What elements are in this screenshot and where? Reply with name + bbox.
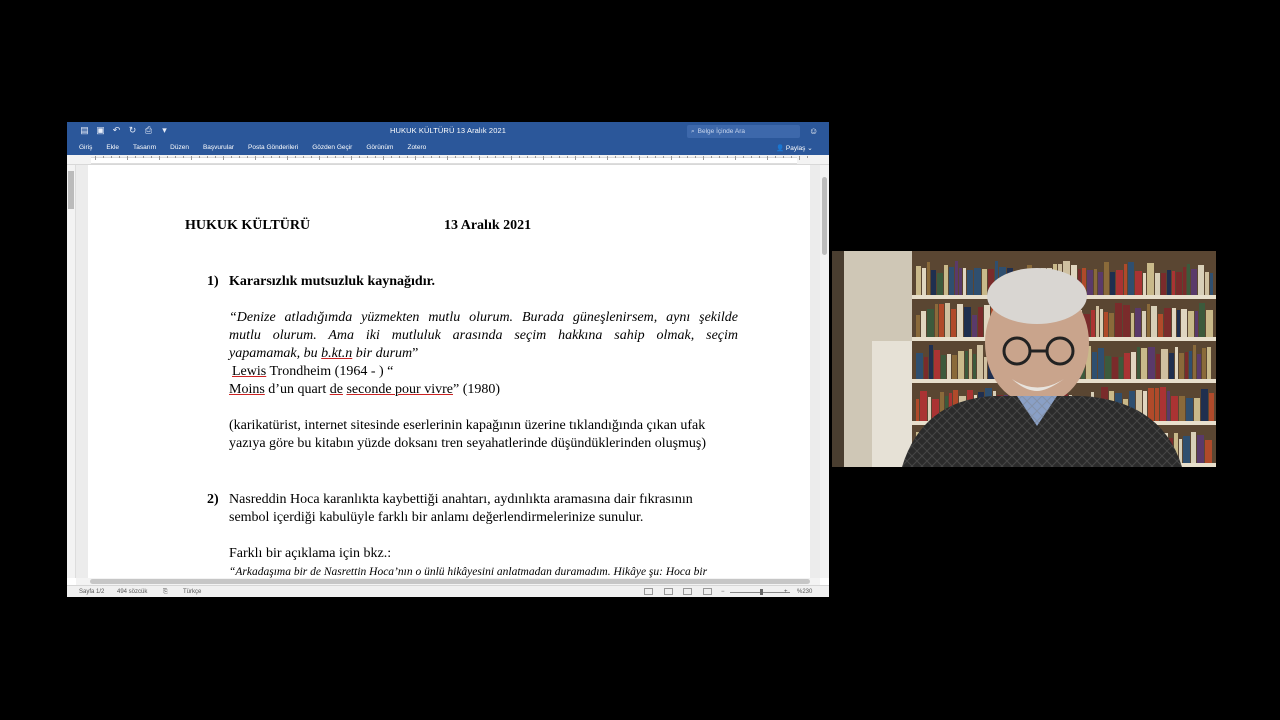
book [1202,348,1206,379]
ruler-tick [471,156,472,158]
ruler-tick [503,156,504,158]
book [1096,306,1099,337]
book [972,315,977,337]
ruler-tick [119,156,120,158]
print-icon[interactable]: ⎙ [144,125,153,135]
book [947,354,951,379]
ruler-tick [255,156,256,160]
book [927,309,934,337]
quote-line-3c: bir durum [352,346,413,361]
book [1167,270,1171,295]
draft-view-icon[interactable] [703,588,712,595]
book [1189,351,1192,379]
ruler-tick [695,156,696,158]
book [1148,388,1154,421]
book [941,355,946,379]
ruler-tick [223,156,224,160]
ruler-tick [383,156,384,160]
ruler-tick [703,156,704,160]
tab-posta-gonderileri[interactable]: Posta Gönderileri [248,144,299,151]
smile-icon[interactable]: ☺ [809,126,819,136]
book [965,351,968,379]
ruler-tick [551,156,552,158]
ruler-tick [111,156,112,158]
book [951,309,956,337]
book [1195,311,1198,337]
ruler-tick [575,156,576,160]
book [1171,396,1178,421]
book-a: Moins [229,382,265,397]
book [935,304,938,337]
ruler-tick [103,156,104,158]
book [1201,389,1208,421]
ruler-tick [159,156,160,160]
book [1151,306,1157,337]
book [1092,352,1097,379]
book [931,270,936,295]
ruler-tick [127,156,128,160]
book [1188,311,1194,337]
book [1193,345,1196,379]
book [1147,263,1154,295]
book [964,307,971,337]
book [982,269,987,295]
language[interactable]: Türkçe [183,589,202,595]
book [1137,347,1140,379]
book [949,267,954,295]
document-canvas [76,165,820,578]
ruler-tick [511,156,512,160]
author-rest: Trondheim (1964 - ) “ [266,364,394,379]
book [1100,309,1103,337]
book [963,268,966,295]
ruler-tick [487,156,488,158]
ruler-tick [543,156,544,160]
tab-giris[interactable]: Giriş [79,144,93,151]
book [1160,387,1166,421]
book [1191,269,1197,295]
ruler-tick [247,156,248,158]
quote-cutoff-line: “Arkadaşıma bir de Nasrettin Hoca’nın o ünlü hikâyesini anlatmadan duramadım. Hikâye şu: Hoca bir [229,566,708,578]
book [1110,272,1115,295]
book [1105,356,1111,379]
book [1124,264,1127,295]
book [984,357,987,379]
ruler-tick [239,156,240,158]
book [916,315,920,337]
book [1112,357,1118,379]
book [1187,264,1190,295]
book [1197,354,1201,379]
book [967,270,973,295]
vertical-scroll-thumb[interactable] [822,177,827,255]
ruler-tick [191,156,192,160]
page-count[interactable]: Sayfa 1/2 [79,589,105,595]
book [1210,273,1213,295]
ruler-tick [759,156,760,158]
ruler-tick [199,156,200,158]
ruler-margin [68,171,74,209]
web-layout-icon[interactable] [664,588,673,595]
search-placeholder: Belge İçinde Ara [697,128,745,135]
horizontal-ruler[interactable] [67,155,829,165]
book [1142,311,1146,337]
book [924,357,928,379]
book [916,399,919,421]
save-icon[interactable]: ▣ [96,125,105,135]
ruler-tick [423,156,424,158]
ruler-tick [95,156,96,160]
book [1087,270,1093,295]
ruler-tick [583,156,584,158]
ruler-tick [623,156,624,158]
book [978,307,983,337]
ruler-tick [735,156,736,160]
ruler-tick [311,156,312,158]
ruler-tick [327,156,328,158]
sidebar-icon[interactable]: ▤ [80,125,89,135]
outline-view-icon[interactable] [683,588,692,595]
quote-line-1: “Denize atladığımda yüzmekten mutlu olurum. Burada güneşlenirsem, aynı şekilde [229,310,738,325]
ruler-tick [479,156,480,160]
ruler-tick [631,156,632,158]
status-bar [67,585,829,597]
person-hair [987,268,1087,324]
ruler-tick [719,156,720,158]
ruler-tick [799,156,800,160]
ruler-tick [271,156,272,158]
book [1155,388,1159,421]
share-button[interactable]: 👤 Paylaş ⌄ [776,145,813,152]
book [1172,308,1176,337]
book [945,303,950,337]
ruler-tick [295,156,296,158]
tab-basvurular[interactable]: Başvurular [202,144,235,151]
book [1148,347,1155,379]
item2-line-2: sembol içerdiği kabulüyle farklı bir anlamı değerlendirmelerinize sunulur. [229,510,644,525]
book [1161,273,1166,295]
ruler-tick [335,156,336,158]
book [1206,310,1213,337]
quote-close: ” [412,346,419,361]
book [1169,353,1174,379]
proofing-icon[interactable]: ⎘ [163,589,168,595]
ruler-tick [391,156,392,158]
book [1205,440,1212,463]
search-input[interactable] [687,125,800,138]
tab-ekle[interactable]: Ekle [106,144,120,151]
book [1123,305,1130,337]
book [939,304,944,337]
ruler-tick [607,156,608,160]
ruler-tick [431,156,432,158]
ruler-tick [287,156,288,160]
ruler-tick [687,156,688,158]
zoom-out-icon[interactable]: − [721,589,725,595]
tab-gozden-gecir[interactable]: Gözden Geçir [312,144,353,151]
zoom-in-icon[interactable]: + [784,589,788,595]
redo-icon[interactable]: ↻ [128,125,137,135]
ruler-tick [639,156,640,160]
book [1175,347,1178,379]
book [1104,312,1108,337]
book [920,391,927,421]
book-b: d’un quart [264,382,330,397]
ruler-tick [567,156,568,158]
ruler-tick [183,156,184,158]
ruler-tick [175,156,176,158]
tab-gorunum[interactable]: Görünüm [366,144,394,151]
ruler-tick [751,156,752,158]
zoom-slider-knob[interactable] [760,589,763,595]
book [1197,435,1204,463]
ruler-tick [767,156,768,160]
book [1185,352,1188,379]
person-icon: 👤 [776,145,785,152]
ruler-tick [463,156,464,158]
window-frame [832,251,844,467]
ruler-tick [519,156,520,158]
video-frame [832,251,1216,467]
book [1161,349,1168,379]
ribbon-tabs [67,141,829,155]
book [937,273,943,295]
book [1191,432,1196,463]
ruler-tick [263,156,264,158]
ruler-tick [535,156,536,158]
book [955,261,958,295]
ruler-tick [215,156,216,158]
book [929,345,933,379]
ruler-tick [439,156,440,158]
book [1179,353,1184,379]
book [1119,357,1123,379]
ruler-tick [375,156,376,158]
book [1091,310,1095,337]
book [1167,391,1170,421]
ruler-tick [231,156,232,158]
book [1177,310,1180,337]
book [957,304,963,337]
ruler-tick [279,156,280,158]
tab-tasarim[interactable]: Tasarım [133,144,157,151]
book [1199,303,1205,337]
header-left: HUKUK KÜLTÜRÜ [185,218,311,233]
book [1098,348,1104,379]
ruler-tick [135,156,136,158]
book [1194,398,1200,421]
book [1164,308,1171,337]
book [927,262,930,295]
book [1131,313,1134,337]
vertical-scrollbar[interactable] [820,165,829,578]
ruler-tick [791,156,792,158]
book [1135,308,1141,337]
ruler-tick [495,156,496,158]
ruler-tick [351,156,352,160]
ruler-tick [559,156,560,158]
book [1207,347,1211,379]
book [934,350,940,379]
book [1104,262,1109,295]
book [1128,262,1134,295]
book-e: seconde pour vivre [346,382,453,397]
ruler-tick [775,156,776,158]
author-first: Lewis [232,364,267,379]
ruler-tick [343,156,344,158]
book [916,266,921,295]
vertical-ruler[interactable] [67,165,76,578]
ruler-track [91,157,797,164]
book [1158,314,1163,337]
tab-zotero[interactable]: Zotero [407,144,427,151]
note-line-1: (karikatürist, internet sitesinde eserlerinin kapağının üzerine tıklandığında çıkan ufak [229,418,706,433]
ruler-tick [207,156,208,158]
horizontal-scroll-thumb[interactable] [90,579,810,584]
ruler-tick [743,156,744,158]
ruler-tick [655,156,656,158]
see-also: Farklı bir açıklama için bkz.: [229,546,392,561]
book [922,268,926,295]
book [1098,272,1103,295]
word-window [67,122,829,597]
ruler-tick [671,156,672,160]
ruler-tick [359,156,360,158]
book [1172,271,1175,295]
item1-heading: Kararsızlık mutsuzluk kaynağıdır. [229,274,436,289]
ruler-tick [167,156,168,158]
book [1181,309,1187,337]
door [872,341,912,467]
title-bar [67,122,829,141]
ruler-tick [319,156,320,160]
tab-duzen[interactable]: Düzen [170,144,189,151]
ruler-tick [447,156,448,160]
book [1176,272,1182,295]
participant-video [832,251,1216,467]
book [1179,439,1182,463]
book [1156,354,1160,379]
book [921,311,926,337]
book-f: ” (1980) [452,382,501,397]
book [944,265,948,295]
print-layout-icon[interactable] [644,588,653,595]
ruler-tick [527,156,528,158]
ruler-tick [647,156,648,158]
book [1183,267,1186,295]
book [1186,398,1193,421]
document-title: HUKUK KÜLTÜRÜ 13 Aralık 2021 [389,126,507,135]
zoom-level[interactable]: %230 [797,589,813,595]
book [1124,353,1130,379]
item2-number: 2) [207,492,219,507]
quote-line-3a: yapamamak, bu [229,346,322,361]
ruler-tick [727,156,728,158]
header-date: 13 Aralık 2021 [444,218,532,233]
book [1147,304,1150,337]
book [1155,273,1160,295]
customize-icon[interactable]: ▾ [162,125,167,135]
book [1094,269,1097,295]
book [1116,270,1123,295]
ruler-tick [599,156,600,158]
ruler-tick [591,156,592,158]
ruler-tick [151,156,152,158]
document-page[interactable] [88,165,810,578]
book [959,268,962,295]
book [1209,393,1214,421]
quote-line-3 [229,345,418,363]
book [969,349,972,379]
author-line [232,363,393,381]
ruler-tick [455,156,456,158]
book [1183,436,1190,463]
book [1179,396,1185,421]
share-label: Paylaş [785,145,806,152]
book [1198,265,1204,295]
ruler-tick [711,156,712,158]
book [1205,272,1209,295]
book [977,345,983,379]
ruler-tick [663,156,664,158]
book-line [229,381,500,399]
book [916,353,923,379]
note-line-2: yazıya göre bu kitabın yüzde doksanı tren seyahatlerinde düşündüklerinden oluşmuş) [229,436,707,451]
book [958,351,964,379]
book [952,355,957,379]
ruler-tick [679,156,680,158]
quote-line-2: mutlu olurum. Ama iki mutluluk arasında seçim hakkına sahip olmak, seçim [229,328,738,343]
ruler-tick [303,156,304,158]
book [1143,273,1146,295]
book [1141,348,1147,379]
book [974,268,981,295]
book [1131,352,1136,379]
word-count[interactable]: 494 sözcük [117,589,148,595]
book [1109,313,1114,337]
ruler-tick [415,156,416,160]
horizontal-scrollbar[interactable] [76,578,820,585]
item1-number: 1) [207,274,219,289]
ruler-tick [615,156,616,158]
ruler-tick [807,156,808,158]
ruler-tick [143,156,144,158]
undo-icon[interactable]: ↶ [112,125,121,135]
ruler-tick [399,156,400,158]
ruler-tick [367,156,368,158]
item2-line-1: Nasreddin Hoca karanlıkta kaybettiği anahtarı, aydınlıkta aramasına dair fıkrasının [229,492,693,507]
book-c: de [329,382,343,397]
quote-misspelled: b.kt.n [321,346,353,361]
book [973,354,976,379]
search-icon: ⌕ [691,128,695,135]
ruler-tick [407,156,408,158]
book [928,397,931,421]
book [1135,271,1142,295]
ruler-tick [783,156,784,158]
book [1115,303,1122,337]
